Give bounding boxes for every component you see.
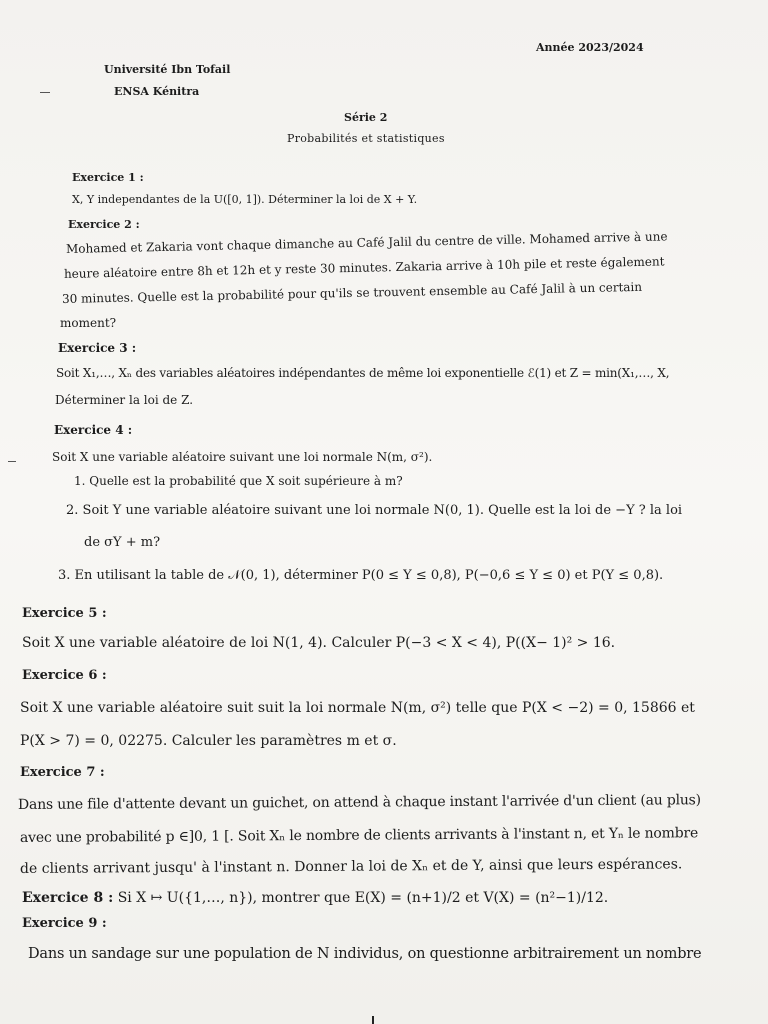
exercise-1-title: Exercice 1 : [72, 171, 144, 184]
page-bottom-mark [372, 1016, 374, 1024]
exercise-6-line-2: P(X > 7) = 0, 02275. Calculer les paramètres m et σ. [20, 733, 397, 749]
margin-mark [40, 92, 50, 93]
exercise-7-title: Exercice 7 : [20, 765, 105, 780]
university-name: Université Ibn Tofail [104, 63, 231, 76]
exercise-4-item-2: 2. Soit Y une variable aléatoire suivant une loi normale N(0, 1). Quelle est la loi de −Y ? la loi [66, 503, 683, 518]
year-label: Année 2023/2024 [536, 41, 644, 54]
exercise-5-text: Soit X une variable aléatoire de loi N(1, 4). Calculer P(−3 < X < 4), P((X− 1)² > 16. [22, 635, 616, 651]
exercise-3-line-1: Soit X₁,…, Xₙ des variables aléatoires indépendantes de même loi exponentielle ℰ(1) et Z = min(X₁,…, X, [56, 366, 670, 380]
exercise-5-title: Exercice 5 : [22, 606, 107, 621]
exercise-2-line-2: heure aléatoire entre 8h et 12h et y reste 30 minutes. Zakaria arrive à 10h pile et reste également [63, 254, 665, 281]
school-name: ENSA Kénitra [114, 85, 200, 98]
exercise-6-title: Exercice 6 : [22, 668, 107, 683]
subject-title: Probabilités et statistiques [287, 132, 445, 145]
series-title: Série 2 [344, 111, 388, 124]
exercise-3-line-2: Déterminer la loi de Z. [55, 393, 194, 407]
exercise-8 [22, 890, 608, 906]
exercise-7-line-2: avec une probabilité p ∈]0, 1 [. Soit Xₙ le nombre de clients arrivants à l'instant n, et Yₙ le nombre [19, 825, 699, 846]
exercise-2-title: Exercice 2 : [68, 218, 140, 231]
exercise-4-item-2-cont: de σY + m? [84, 535, 161, 550]
exercise-4-item-3: 3. En utilisant la table de 𝒩(0, 1), déterminer P(0 ≤ Y ≤ 0,8), P(−0,6 ≤ Y ≤ 0) et P(Y ≤ 0,8). [58, 568, 664, 583]
exercise-9-text: Dans un sandage sur une population de N individus, on questionne arbitrairement un nombre [28, 946, 702, 962]
exercise-8-text: Si X ↦ U({1,…, n}), montrer que E(X) = (n+1)/2 et V(X) = (n²−1)/12. [117, 890, 609, 906]
exercise-6-line-1: Soit X une variable aléatoire suit suit la loi normale N(m, σ²) telle que P(X < −2) = 0, 15866 et [20, 700, 695, 716]
exercise-1-text: X, Y independantes de la U([0, 1]). Déterminer la loi de X + Y. [72, 193, 418, 206]
exercise-7-line-1: Dans une file d'attente devant un guichet, on attend à chaque instant l'arrivée d'un client (au plus) [17, 792, 701, 813]
exercise-2-line-1: Mohamed et Zakaria vont chaque dimanche au Café Jalil du centre de ville. Mohamed arrive à une [65, 229, 668, 256]
exercise-3-title: Exercice 3 : [58, 341, 137, 355]
exercise-2-line-3: 30 minutes. Quelle est la probabilité pour qu'ils se trouvent ensemble au Café Jalil à un certain [61, 279, 643, 306]
exercise-9-title: Exercice 9 : [22, 916, 107, 931]
exercise-4-title: Exercice 4 : [54, 423, 133, 437]
exercise-2-line-4: moment? [60, 316, 117, 330]
exercise-8-title: Exercice 8 : [22, 890, 114, 906]
exercise-7-line-3: de clients arrivant jusqu' à l'instant n. Donner la loi de Xₙ et de Y, ainsi que leurs espérances. [19, 856, 683, 877]
exercise-4-intro: Soit X une variable aléatoire suivant une loi normale N(m, σ²). [52, 450, 433, 464]
margin-mark [8, 461, 16, 462]
exercise-4-item-1: 1. Quelle est la probabilité que X soit supérieure à m? [74, 474, 403, 488]
